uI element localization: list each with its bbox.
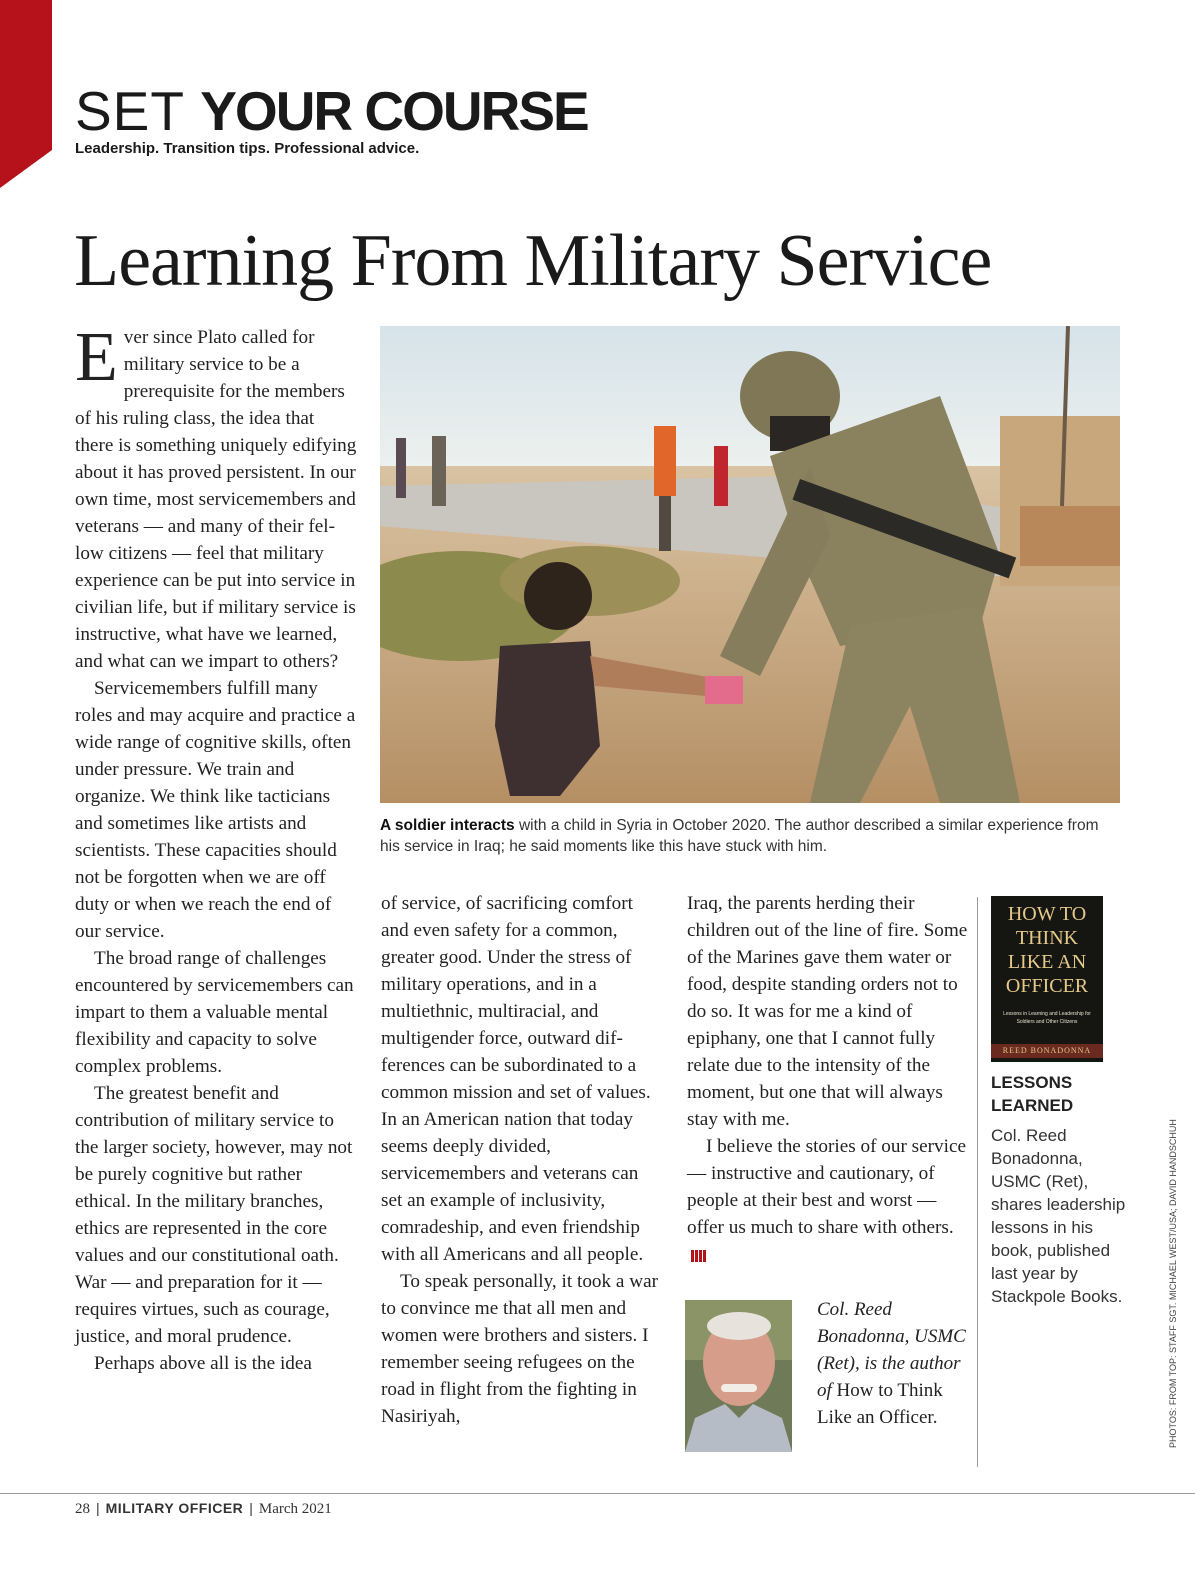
paragraph: The broad range of challenges encountered by servicemembers can impart to them a valuable mental flexibility and capacity to solve complex problems. xyxy=(75,948,354,1077)
page-footer: 28 | MILITARY OFFICER | March 2021 xyxy=(75,1500,332,1517)
issue-date: March 2021 xyxy=(258,1501,332,1517)
paragraph: Perhaps above all is the idea xyxy=(94,1353,312,1374)
photo-caption: A soldier interacts with a child in Syria in October 2020. The author described a similar experience from his service in Iraq; he said moments like this have stuck with him. xyxy=(380,817,1099,855)
book-cover xyxy=(991,896,1103,1062)
author-portrait xyxy=(685,1300,792,1452)
section-accent-tab xyxy=(0,0,52,188)
author-bio: Col. Reed Bonadonna, USMC (Ret), is the author of How to Think Like an Officer. xyxy=(817,1299,966,1428)
section-tagline: Leadership. Transition tips. Professional advice. xyxy=(75,140,420,157)
section-title: SET YOUR COURSE xyxy=(75,80,588,142)
article-column-1 xyxy=(75,319,357,1377)
book-author: REED BONADONNA xyxy=(1002,1046,1092,1055)
article-column-3 xyxy=(687,890,969,1268)
end-mark-icon xyxy=(691,1249,707,1263)
sidebar-title: LESSONS LEARNED xyxy=(991,1073,1074,1115)
paragraph: Ever since Plato called for military service to be a prerequisite for the members of his ruling class, the idea that there is something uniquely edifying about it has proved persistent. In our own time, most servicemembers and veterans — and many of their fellow citizens — feel that military experience can be put into service in civilian life, but if military service is instructive, what have we learned, and what can we impart to others? xyxy=(75,319,357,672)
paragraph: I believe the stories of our service — instructive and cautionary, of people at their best and worst — offer us much to share with others. xyxy=(687,1133,969,1268)
sidebar-divider xyxy=(977,897,978,1467)
photo-credit: PHOTOS: FROM TOP: STAFF SGT. MICHAEL WEST/USA; DAVID HANDSCHUH xyxy=(1168,1119,1178,1448)
drop-cap: E xyxy=(75,319,118,396)
page-number: 28 xyxy=(75,1501,90,1517)
paragraph: To speak personally, it took a war to convince me that all men and women were brothers and sisters. I remember seeing refugees on the road in flight from the fighting in Nasiriyah, xyxy=(381,1271,658,1427)
magazine-name: MILITARY OFFICER xyxy=(105,1500,244,1516)
paragraph: Servicemembers fulfill many roles and may acquire and practice a wide range of cognitive skills, often under pressure. We train and organize. We think like tacticians and sometimes like artists and scientists. These capacities should not be forgotten when we are off duty or when we reach the end of our service. xyxy=(75,678,356,942)
footer-rule xyxy=(0,1493,1195,1494)
soldier-child-photo xyxy=(380,326,1120,803)
sidebar-text: Col. Reed Bonadonna, USMC (Ret), shares leadership lessons in his book, published last year by Stackpole Books. xyxy=(991,1126,1126,1306)
book-subtitle: Lessons in Learning and Leadership for Soldiers and Other Citizens xyxy=(1003,1011,1091,1025)
paragraph: Iraq, the parents herding their children out of the line of fire. Some of the Marines gave them water or food, despite standing orders not to do so. It was for me a kind of epiphany, one that I cannot fully relate due to the intensity of the moment, but one that will always stay with me. xyxy=(687,893,968,1130)
paragraph: The greatest benefit and contribution of military service to the larger society, however, may not be purely cognitive but rather ethical. In the military branches, ethics are represented in the core values and our constitutional oath. War — and preparation for it — requires virtues, such as courage, justice, and moral prudence. xyxy=(75,1083,353,1347)
paragraph: of service, of sacrificing comfort and even safety for a common, greater good. Under the stress of military operations, and in a multiethnic, multiracial, and multigender force, outward differences can be subordinated to a common mission and set of values. In an American nation that today seems deeply divided, servicemembers and veterans can set an example of inclusivity, comradeship, and even friendship with all Americans and all people. xyxy=(381,893,651,1265)
article-column-2 xyxy=(381,890,663,1430)
article-headline: Learning From Military Service xyxy=(74,220,992,302)
book-title: HOW TO THINK LIKE AN OFFICER xyxy=(1005,903,1089,997)
